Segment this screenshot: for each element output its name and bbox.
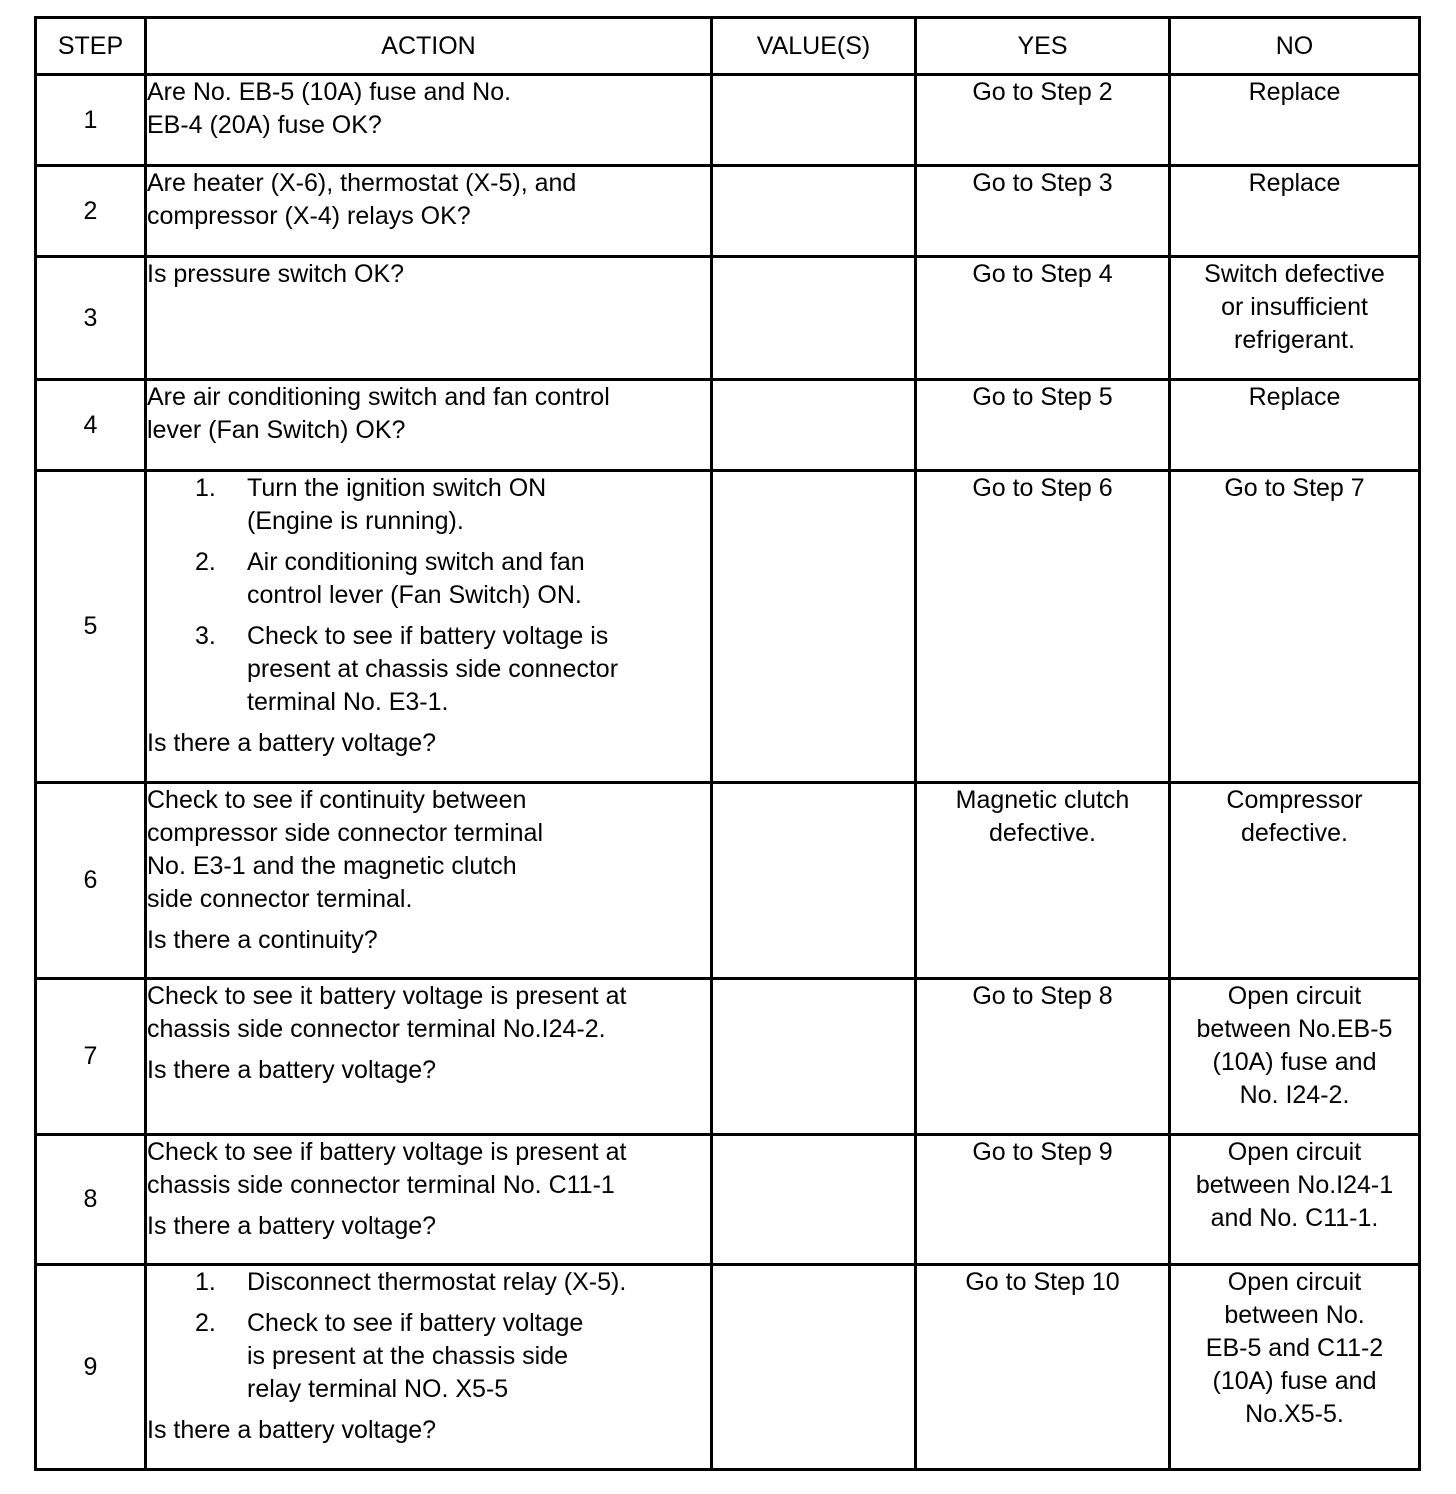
action-cell <box>146 166 712 257</box>
diagnosis-table <box>34 16 1421 1471</box>
no-line: between No.I24-1 <box>1195 1171 1394 1199</box>
substep-list <box>147 472 710 719</box>
no-line: No.X5-5. <box>1245 1400 1344 1428</box>
table-row <box>36 471 1420 783</box>
substep-number: 1. <box>195 1268 216 1296</box>
yes-line: Go to Step 4 <box>972 260 1113 288</box>
no-cell <box>1170 75 1420 166</box>
action-line: Check to see if continuity between <box>147 786 527 814</box>
no-cell <box>1170 471 1420 783</box>
yes-line: Go to Step 9 <box>972 1138 1113 1166</box>
no-line: or insufficient <box>1221 293 1368 321</box>
no-line: Open circuit <box>1227 1268 1362 1296</box>
action-line: side connector terminal. <box>147 885 413 913</box>
values-cell <box>712 380 916 471</box>
no-cell <box>1170 1265 1420 1470</box>
substep-number: 1. <box>195 474 216 502</box>
yes-cell <box>916 471 1170 783</box>
action-line: chassis side connector terminal No.I24-2. <box>147 1015 606 1043</box>
yes-cell <box>916 783 1170 979</box>
yes-cell <box>916 1265 1170 1470</box>
yes-line: Magnetic clutch <box>955 786 1130 814</box>
substep-item <box>147 620 710 719</box>
substep-item <box>147 1266 710 1299</box>
no-line: (10A) fuse and <box>1212 1048 1377 1076</box>
header-row <box>36 18 1420 75</box>
header-step: STEP <box>36 18 146 75</box>
no-line: Replace <box>1248 78 1341 106</box>
action-cell <box>146 471 712 783</box>
yes-cell <box>916 166 1170 257</box>
no-cell <box>1170 979 1420 1135</box>
step-number: 7 <box>36 979 146 1135</box>
no-line: and No. C11-1. <box>1210 1204 1379 1232</box>
table-row <box>36 380 1420 471</box>
action-cell <box>146 75 712 166</box>
no-line: Replace <box>1248 169 1341 197</box>
substep-number: 2. <box>195 1309 216 1337</box>
yes-line: Go to Step 6 <box>972 474 1113 502</box>
substep-line: (Engine is running). <box>247 507 464 535</box>
values-cell <box>712 979 916 1135</box>
header-values: VALUE(S) <box>712 18 916 75</box>
action-line: No. E3-1 and the magnetic clutch <box>147 852 517 880</box>
no-cell <box>1170 1135 1420 1265</box>
values-cell <box>712 1265 916 1470</box>
action-line: Check to see it battery voltage is present at <box>147 982 627 1010</box>
no-line: between No.EB-5 <box>1196 1015 1393 1043</box>
no-line: refrigerant. <box>1234 326 1355 354</box>
values-cell <box>712 783 916 979</box>
action-cell <box>146 257 712 380</box>
table-row <box>36 979 1420 1135</box>
no-line: Open circuit <box>1227 982 1362 1010</box>
yes-line: Go to Step 2 <box>972 78 1113 106</box>
yes-line: defective. <box>988 819 1096 847</box>
substep-line: Air conditioning switch and fan <box>247 548 585 576</box>
no-line: EB-5 and C11-2 <box>1205 1334 1384 1362</box>
action-line: Are No. EB-5 (10A) fuse and No. <box>147 78 512 106</box>
substep-line: Turn the ignition switch ON <box>247 474 547 502</box>
action-line: Check to see if battery voltage is present at <box>147 1138 627 1166</box>
no-line: Compressor <box>1226 786 1363 814</box>
action-question: Is there a battery voltage? <box>147 729 437 757</box>
substep-line: control lever (Fan Switch) ON. <box>247 581 582 609</box>
values-cell <box>712 471 916 783</box>
yes-line: Go to Step 8 <box>972 982 1113 1010</box>
no-line: Switch defective <box>1204 260 1385 288</box>
substep-item <box>147 1307 710 1406</box>
values-cell <box>712 1135 916 1265</box>
header-action: ACTION <box>146 18 712 75</box>
substep-line: terminal No. E3-1. <box>247 688 449 716</box>
yes-cell <box>916 979 1170 1135</box>
table-row <box>36 166 1420 257</box>
substep-item <box>147 546 710 612</box>
values-cell <box>712 257 916 380</box>
action-line: lever (Fan Switch) OK? <box>147 416 406 444</box>
step-number: 8 <box>36 1135 146 1265</box>
action-question: Is there a battery voltage? <box>147 1416 437 1444</box>
action-line: chassis side connector terminal No. C11-1 <box>147 1171 615 1199</box>
action-line: EB-4 (20A) fuse OK? <box>147 111 382 139</box>
substep-line: present at chassis side connector <box>247 655 619 683</box>
table-row <box>36 257 1420 380</box>
header-yes: YES <box>916 18 1170 75</box>
substep-line: Check to see if battery voltage is <box>247 622 609 650</box>
no-line: (10A) fuse and <box>1212 1367 1377 1395</box>
no-line: defective. <box>1240 819 1348 847</box>
yes-cell <box>916 1135 1170 1265</box>
substep-number: 3. <box>195 622 216 650</box>
action-cell <box>146 1135 712 1265</box>
table-row <box>36 1265 1420 1470</box>
action-cell <box>146 783 712 979</box>
yes-cell <box>916 257 1170 380</box>
no-line: No. I24-2. <box>1239 1081 1350 1109</box>
table-row <box>36 1135 1420 1265</box>
substep-line: is present at the chassis side <box>247 1342 568 1370</box>
action-question: Is there a battery voltage? <box>147 1212 437 1240</box>
yes-line: Go to Step 3 <box>972 169 1113 197</box>
step-number: 2 <box>36 166 146 257</box>
substep-line: relay terminal NO. X5-5 <box>247 1375 509 1403</box>
action-cell <box>146 1265 712 1470</box>
step-number: 6 <box>36 783 146 979</box>
no-line: between No. <box>1224 1301 1365 1329</box>
yes-cell <box>916 75 1170 166</box>
no-cell <box>1170 380 1420 471</box>
action-line: compressor side connector terminal <box>147 819 543 847</box>
action-line: Is pressure switch OK? <box>147 260 405 288</box>
action-line: Are heater (X-6), thermostat (X-5), and <box>147 169 577 197</box>
no-line: Go to Step 7 <box>1224 474 1365 502</box>
substep-number: 2. <box>195 548 216 576</box>
yes-cell <box>916 380 1170 471</box>
substep-list <box>147 1266 710 1406</box>
substep-line: Disconnect thermostat relay (X-5). <box>247 1268 627 1296</box>
table-row <box>36 783 1420 979</box>
action-line: compressor (X-4) relays OK? <box>147 202 471 230</box>
no-cell <box>1170 166 1420 257</box>
substep-item <box>147 472 710 538</box>
step-number: 3 <box>36 257 146 380</box>
yes-line: Go to Step 5 <box>972 383 1113 411</box>
no-line: Replace <box>1248 383 1341 411</box>
action-cell <box>146 380 712 471</box>
action-question: Is there a continuity? <box>147 926 378 954</box>
action-cell <box>146 979 712 1135</box>
step-number: 1 <box>36 75 146 166</box>
values-cell <box>712 166 916 257</box>
action-line: Are air conditioning switch and fan control <box>147 383 610 411</box>
table-row <box>36 75 1420 166</box>
step-number: 4 <box>36 380 146 471</box>
step-number: 9 <box>36 1265 146 1470</box>
substep-line: Check to see if battery voltage <box>247 1309 584 1337</box>
step-number: 5 <box>36 471 146 783</box>
no-cell <box>1170 257 1420 380</box>
no-line: Open circuit <box>1227 1138 1362 1166</box>
no-cell <box>1170 783 1420 979</box>
yes-line: Go to Step 10 <box>965 1268 1120 1296</box>
header-no: NO <box>1170 18 1420 75</box>
values-cell <box>712 75 916 166</box>
action-question: Is there a battery voltage? <box>147 1056 437 1084</box>
